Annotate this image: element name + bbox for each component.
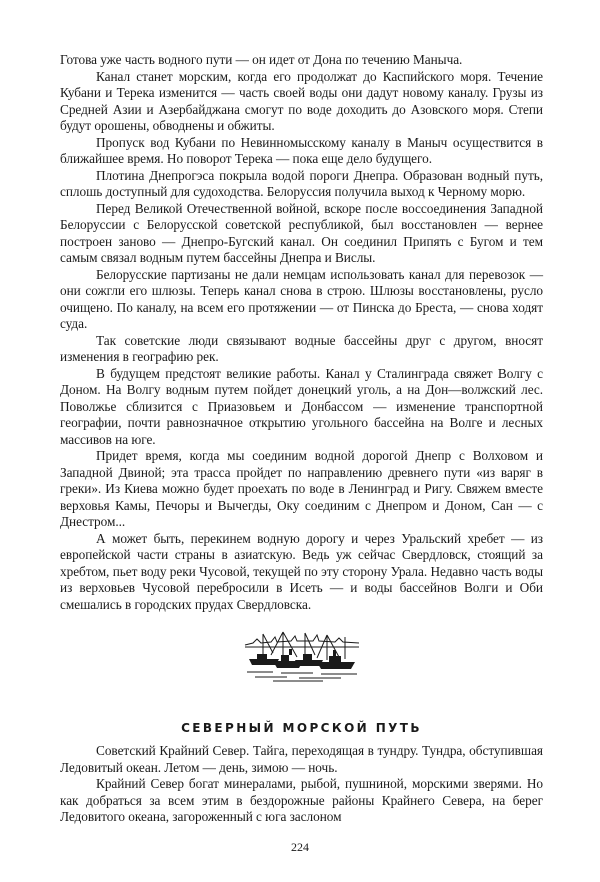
harbor-ships-illustration	[243, 631, 361, 683]
paragraph: Так советские люди связывают водные бассейны друг с другом, вносят изменения в географию рек.	[60, 332, 543, 364]
page-body	[60, 52, 543, 826]
paragraph: А может быть, перекинем водную дорогу и через Уральский хребет — из европейской части страны в азиатскую. Ведь уж сейчас Свердловск, стоящий за хребтом, пьет воду реки Чусовой, текущей по эту сторону Урала. Недавно часть воды из верховьев Чусовой перебросили в Исеть — и воды бассейнов Волги и Оби смешались в городских прудах Свердловска.	[60, 530, 543, 612]
paragraph: Перед Великой Отечественной войной, вскоре после воссоединения Западной Белоруссии с Белорусской советской республикой, был восстановлен — вернее построен заново — Днепро-Бугский канал. Он соединил Припять с Бугом и тем самым связал водным путем бассейны Днепра и Вислы.	[60, 200, 543, 265]
paragraph: Придет время, когда мы соединим водной дорогой Днепр с Волховом и Западной Двиной; эта трасса пройдет по направлению древнего пути «из варяг в греки». Из Киева можно будет проехать по воде в Ленинград и Ригу. Свяжем вместе верховья Камы, Печоры и Вычегды, Оку соединим с Днепром и Доном, Сан — с Днестром...	[60, 448, 543, 529]
page-number: 224	[291, 840, 309, 854]
paragraph: Канал станет морским, когда его продолжат до Каспийского моря. Течение Кубани и Терека изменится — часть своей воды они дадут новому каналу. Грузы из Средней Азии и Азербайджана смогут по воде доходить до Азовского моря. Степи будут орошены, обводнены и обжиты.	[60, 68, 543, 133]
paragraph: Плотина Днепрогэса покрыла водой пороги Днепра. Образован водный путь, сплошь доступный для судоходства. Белоруссия получила выход к Черному морю.	[60, 167, 543, 199]
paragraph: В будущем предстоят великие работы. Канал у Сталинграда свяжет Волгу с Доном. На Волгу водным путем пойдет донецкий уголь, а на Дон—волжский лес. Поволжье сблизится с Приазовьем и Донбассом — изменение транспортной географии, почти равнозначное открытию угольного бассейна на Волге и лесных массивов на юге.	[60, 365, 543, 447]
paragraph: Готова уже часть водного пути — он идет от Дона по течению Маныча.	[60, 52, 463, 67]
paragraph: Белорусские партизаны не дали немцам использовать канал для перевозок — они сожгли его шлюзы. Теперь канал снова в строю. Шлюзы восстановлены, русло очищено. По каналу, на всем его протяжении — от Пинска до Бреста, — снова ходят суда.	[60, 266, 543, 331]
paragraph: Крайний Север богат минералами, рыбой, пушниной, морскими зверями. Но как добраться за всем этим в бездорожные районы Крайнего Севера, на берег Ледовитого океана, загороженный с юга заслоном	[60, 776, 543, 824]
paragraph: Советский Крайний Север. Тайга, переходящая в тундру. Тундра, обступившая Ледовитый океан. Летом — день, зимою — ночь.	[60, 743, 543, 775]
paragraph: Пропуск вод Кубани по Невинномысскому каналу в Маныч осуществится в ближайшее время. Но поворот Терека — пока еще дело будущего.	[60, 134, 543, 166]
section-title: СЕВЕРНЫЙ МОРСКОЙ ПУТЬ	[181, 721, 422, 735]
